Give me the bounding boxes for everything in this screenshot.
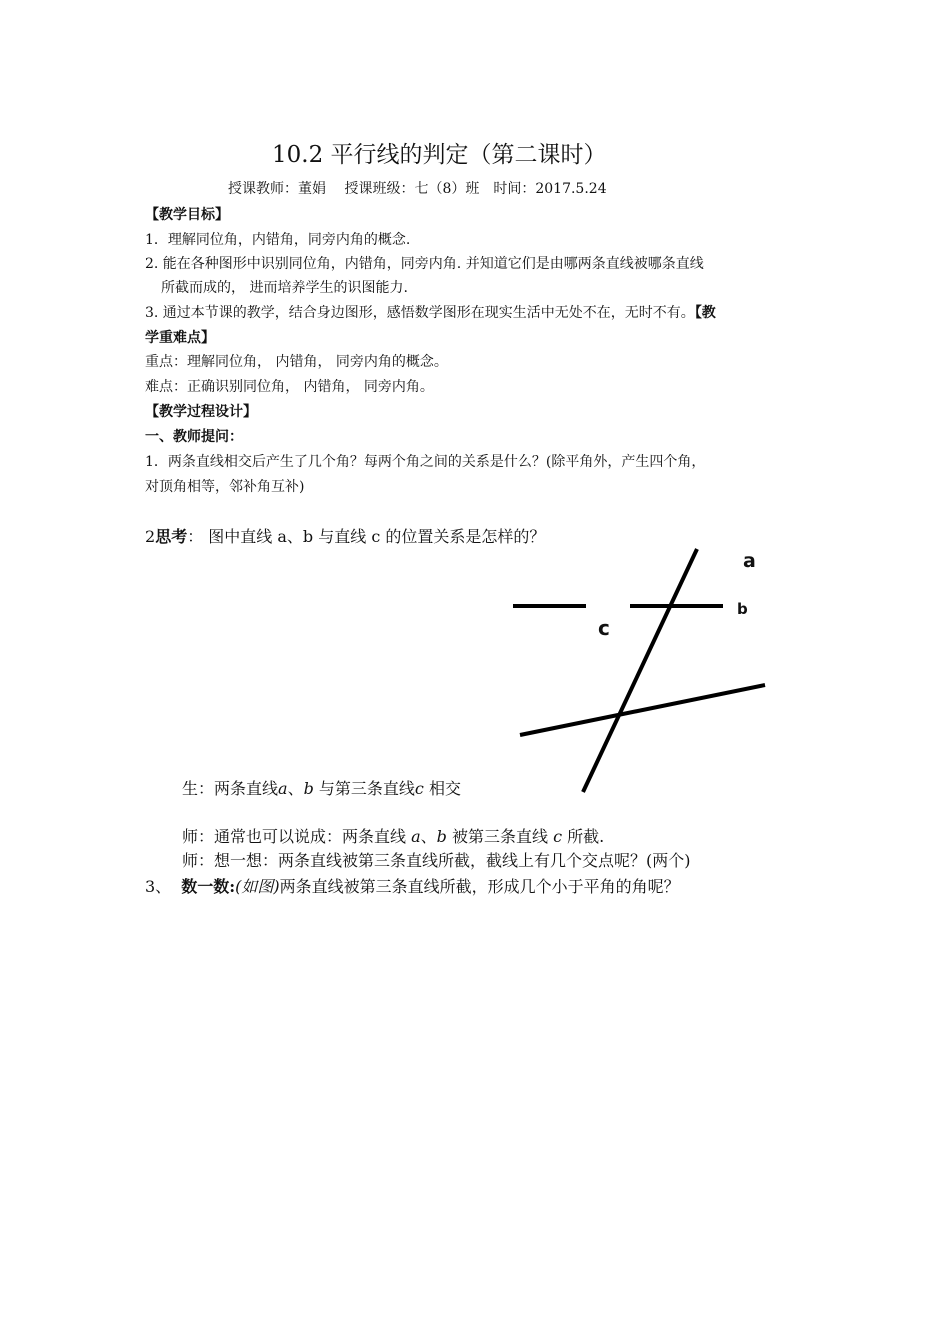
count-text: 两条直线被第三条直线所截，形成几个小于平角的角呢？ xyxy=(279,877,680,896)
keypoints-heading-part2: 学重难点】 xyxy=(145,330,215,346)
difficulty-text: 难点：正确识别同位角， 内错角， 同旁内角。 xyxy=(145,379,434,395)
count-question xyxy=(145,874,680,897)
label-c: c xyxy=(598,616,610,640)
think-text: ： 图中直线 a、b 与直线 c 的位置关系是怎样的？ xyxy=(187,527,546,546)
teacher1-sep: 、 xyxy=(420,827,437,846)
page-title: 10.2 平行线的判定（第二课时） xyxy=(272,142,607,168)
process-heading: 【教学过程设计】 xyxy=(145,404,257,420)
goal-1: 1．理解同位角，内错角，同旁内角的概念. xyxy=(145,232,411,248)
label-a: a xyxy=(743,550,756,572)
count-label: 数一数 xyxy=(181,877,230,896)
label-b: b xyxy=(737,600,748,618)
teacher1-suffix: 所截. xyxy=(562,827,605,846)
goal-2-line-1: 2. 能在各种图形中识别同位角，内错角，同旁内角. 并知道它们是由哪两条直线被哪条直线 xyxy=(145,256,704,272)
teacher1-prefix: 师：通常也可以说成：两条直线 xyxy=(182,827,412,846)
teacher1-a: a xyxy=(411,827,421,846)
student-prefix: 生：两条直线 xyxy=(182,779,279,798)
teacher-remark-2: 师：想一想：两条直线被第三条直线所截，截线上有几个交点呢？(两个) xyxy=(182,851,691,870)
teacher1-c: c xyxy=(553,827,563,846)
goal-2-line-2: 所截而成的， 进而培养学生的识图能力. xyxy=(161,280,408,296)
student-a: a xyxy=(278,779,288,798)
focus-text: 重点：理解同位角， 内错角， 同旁内角的概念。 xyxy=(145,354,448,370)
line-a xyxy=(520,685,765,735)
student-mid: 与第三条直线 xyxy=(313,779,415,798)
keypoints-heading-part1: 【教 xyxy=(694,305,716,321)
goals-heading: 【教学目标】 xyxy=(145,207,229,223)
think-label: 思考 xyxy=(155,527,188,546)
student-sep: 、 xyxy=(287,779,304,798)
student-suffix: 相交 xyxy=(423,779,461,798)
teacher1-b: b xyxy=(436,827,447,846)
count-note: (如图) xyxy=(235,877,280,896)
count-colon: : xyxy=(229,877,236,896)
student-answer xyxy=(182,776,461,799)
line-c-transversal xyxy=(583,549,697,792)
student-b: b xyxy=(303,779,314,798)
section-1-heading: 一、教师提问： xyxy=(145,429,243,445)
think-number: 2 xyxy=(145,527,156,546)
teacher-remark-1 xyxy=(182,824,604,847)
question-1-line-2: 对顶角相等，邻补角互补) xyxy=(145,479,305,495)
goal-3-text: 3. 通过本节课的教学，结合身边图形，感悟数学图形在现实生活中无处不在，无时不有。 xyxy=(145,305,695,321)
student-c: c xyxy=(414,779,424,798)
teacher1-mid: 被第三条直线 xyxy=(446,827,554,846)
count-number: 3、 xyxy=(145,877,172,896)
lesson-info: 授课教师：董娟 授课班级：七（8）班 时间：2017.5.24 xyxy=(228,181,607,197)
question-1-line-1: 1．两条直线相交后产生了几个角？每两个角之间的关系是什么？(除平角外，产生四个角， xyxy=(145,454,706,470)
